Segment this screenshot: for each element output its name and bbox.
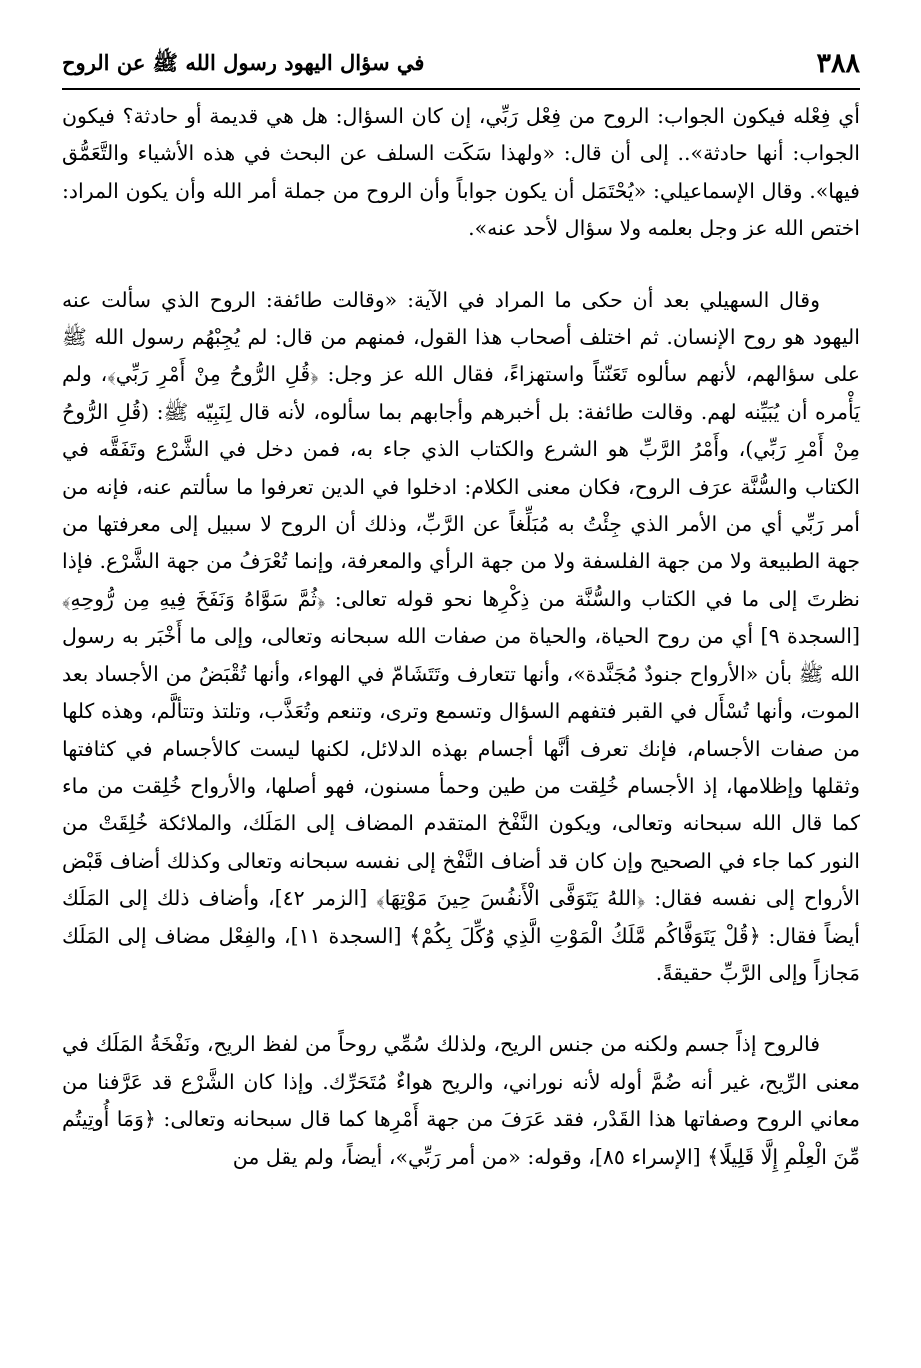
paragraph-1: أي فِعْله فيكون الجواب: الروح من فِعْل رَبِّي، إن كان السؤال: هل هي قديمة أو حادثة؟ فيكون الجواب: أنها حادثة».. إلى أن قال: «ولهذا سَكَت السلف عن البحث في هذه الأشياء والتَّعَمُّق فيها». وقال الإسماعيلي: «يُحْتَمَل أن يكون جواباً وأن الروح من جملة أمر الله وأن يكون المراد: اختص الله عز وجل بعلمه ولا سؤال لأحد عنه».: [62, 104, 860, 241]
body-text: [62, 98, 860, 1176]
page-number: ٣٨٨: [816, 48, 860, 79]
running-title: في سؤال اليهود رسول الله ﷺ عن الروح: [62, 50, 425, 75]
paragraph-2: وقال السهيلي بعد أن حكى ما المراد في الآية: «وقالت طائفة: الروح الذي سألت عنه اليهود هو روح الإنسان. ثم اختلف أصحاب هذا القول، فمنهم من قال: لم يُجِبْهُم رسول الله ﷺ على سؤالهم، لأنهم سألوه تَعَنّتاً واستهزاءً، فقال الله عز وجل: ﴿قُلِ الرُّوحُ مِنْ أَمْرِ رَبِّي﴾، ولم يَأْمره أن يُبَيِّنه لهم. وقالت طائفة: بل أخبرهم وأجابهم بما سألوه، لأنه قال لِنَبِيّه ﷺ: (قُلِ الرُّوحُ مِنْ أَمْرِ رَبِّي)، وأَمْرُ الرَّبِّ هو الشرع والكتاب الذي جاء به، فمن دخل في الشَّرْع وتَفَقَّه في الكتاب والسُّنَّة عرَف الروح، فكان معنى الكلام: ادخلوا في الدين تعرفوا ما سألتم عنه، فإنه من أمر رَبِّي أي من الأمر الذي جِئْتُ به مُبَلِّغاً عن الرَّبِّ، وذلك أن الروح لا سبيل إلى معرفتها من جهة الطبيعة ولا من جهة الفلسفة ولا من جهة الرأي والمعرفة، وإنما تُعْرَفُ من جهة الشَّرْع. فإذا نظرتَ إلى ما في الكتاب والسُّنَّة من ذِكْرِها نحو قوله تعالى: ﴿ثُمَّ سَوَّاهُ وَنَفَخَ فِيهِ مِن رُّوحِهِ﴾ [السجدة ٩] أي من روح الحياة، والحياة من صفات الله سبحانه وتعالى، وإلى ما أَخْبَر به رسول الله ﷺ بأن «الأرواح جنودٌ مُجَنَّدة»، وأنها تتعارف وتَتَشَامّ في الهواء، وأنها تُقْبَضُ من الأجساد بعد الموت، وأنها تُسْأَل في القبر فتفهم السؤال وتسمع وترى، وتنعم وتُعَذَّب، وتلتذ وتتألَّم، وهذه كلها من صفات الأجسام، فإنك تعرف أنَّها أجسام بهذه الدلائل، لكنها ليست كالأجسام في كثافتها وثقلها وإظلامها، إذ الأجسام خُلِقت من طين وحمأ مسنون، فهو أصلها، والأرواح خُلِقت من ماء كما قال الله سبحانه وتعالى، ويكون النَّفْخ المتقدم المضاف إلى المَلَك، والملائكة خُلِقَتْ من النور كما جاء في الصحيح وإن كان قد أضاف النَّفْخ إلى نفسه سبحانه وتعالى وكذلك أضاف قَبْض الأرواح إلى نفسه فقال: ﴿اللهُ يَتَوَفَّى الْأَنفُسَ حِينَ مَوْتِهَا﴾ [الزمر ٤٢]، وأضاف ذلك إلى المَلَك أيضاً فقال: ﴿قُلْ يَتَوَفَّاكُم مَّلَكُ الْمَوْتِ الَّذِي وُكِّلَ بِكُمْ﴾ [السجدة ١١]، والفِعْل مضاف إلى المَلَك مَجازاً وإلى الرَّبِّ حقيقةً.: [62, 287, 861, 985]
paragraph-3: فالروح إذاً جسم ولكنه من جنس الريح، ولذلك سُمِّي روحاً من لفظ الريح، ونَفْخَةُ المَلَك في معنى الرِّيح، غير أنه ضُمَّ أوله لأنه نوراني، والريح هواءٌ مُتَحَرِّك. وإذا كان الشَّرْع قد عَرَّفنا من معاني الروح وصفاتها هذا القَدْر، فقد عَرَفَ من جهة أَمْرِها كما قال سبحانه وتعالى: ﴿وَمَا أُوتِيتُم مِّنَ الْعِلْمِ إِلَّا قَلِيلًا﴾ [الإسراء ٨٥]، وقوله: «من أمر رَبِّي»، أيضاً، ولم يقل من: [62, 1032, 860, 1169]
page-header: [62, 40, 860, 90]
book-page: [62, 40, 860, 1340]
